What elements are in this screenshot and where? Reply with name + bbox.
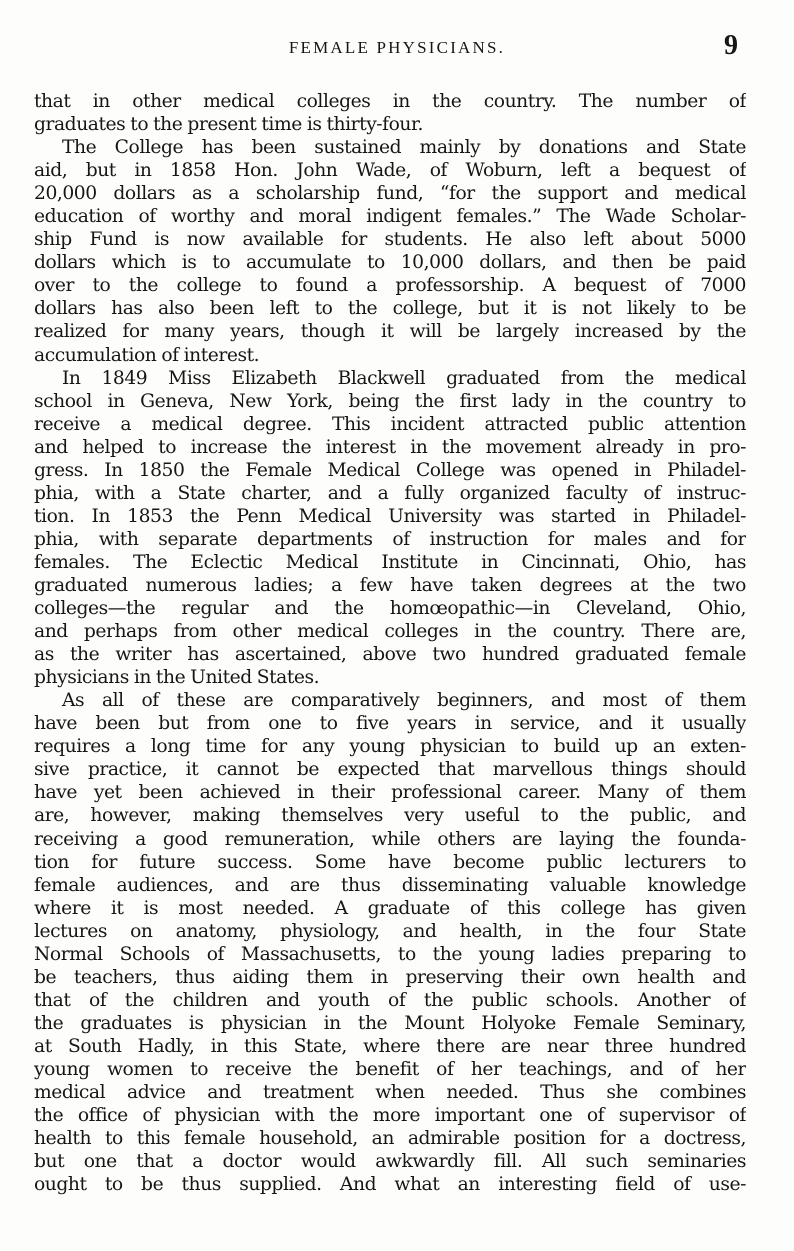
text-line: receive a medical degree. This incident attracted public attention [34,413,746,435]
text-line: the office of physician with the more important one of supervisor of [34,1105,746,1127]
text-line: ought to be thus supplied. And what an interesting field of use- [34,1174,746,1196]
text-line: requires a long time for any young physician to build up an exten- [34,736,746,758]
text-line: dollars which is to accumulate to 10,000 dollars, and then be paid [34,252,746,274]
text-line: graduated numerous ladies; a few have taken degrees at the two [34,574,746,596]
text-line: realized for many years, though it will be largely increased by the [34,321,746,343]
text-line: The College has been sustained mainly by donations and State [62,137,746,159]
text-line: school in Geneva, New York, being the first lady in the country to [34,390,746,412]
text-line: where it is most needed. A graduate of this college has given [34,897,746,919]
running-title: FEMALE PHYSICIANS. [288,38,506,57]
text-line: medical advice and treatment when needed. Thus she combines [34,1082,746,1104]
text-line: colleges—the regular and the homœopathic—in Cleveland, Ohio, [34,598,746,620]
text-line: lectures on anatomy, physiology, and health, in the four State [34,920,746,942]
text-line: aid, but in 1858 Hon. John Wade, of Woburn, left a bequest of [34,160,746,182]
text-line: that of the children and youth of the public schools. Another of [34,989,746,1011]
body-text [34,90,746,1196]
text-line: physicians in the United States. [34,667,320,689]
text-line: and perhaps from other medical colleges in the country. There are, [34,621,746,643]
text-line: and helped to increase the interest in the movement already in pro- [34,436,746,458]
text-line: In 1849 Miss Elizabeth Blackwell graduated from the medical [62,367,746,389]
text-line: as the writer has ascertained, above two hundred graduated female [34,644,746,666]
text-line: education of worthy and moral indigent females.” The Wade Scholar- [34,206,746,228]
text-line: dollars has also been left to the college, but it is not likely to be [34,298,746,320]
text-line: accumulation of interest. [34,344,260,366]
text-line: be teachers, thus aiding them in preserving their own health and [34,966,746,988]
text-line: female audiences, and are thus disseminating valuable knowledge [34,874,746,896]
text-line: ship Fund is now available for students. He also left about 5000 [34,229,746,251]
text-line: phia, with separate departments of instruction for males and for [34,528,746,550]
text-line: 20,000 dollars as a scholarship fund, “for the support and medical [34,183,746,205]
text-line: over to the college to found a professorship. A bequest of 7000 [34,275,746,297]
text-line: the graduates is physician in the Mount Holyoke Female Seminary, [34,1012,746,1034]
text-line: but one that a doctor would awkwardly fill. All such seminaries [34,1151,746,1173]
page-number: 9 [724,30,738,61]
text-line: sive practice, it cannot be expected that marvellous things should [34,759,746,781]
text-line: have been but from one to five years in service, and it usually [34,713,746,735]
text-line: have yet been achieved in their professional career. Many of them [34,782,746,804]
text-line: tion. In 1853 the Penn Medical University was started in Philadel- [34,505,746,527]
text-line: phia, with a State charter, and a fully organized faculty of instruc- [34,482,746,504]
text-line: receiving a good remuneration, while others are laying the founda- [34,828,746,850]
text-line: As all of these are comparatively beginners, and most of them [62,690,746,712]
text-line: graduates to the present time is thirty-four. [34,114,423,136]
text-line: health to this female household, an admirable position for a doctress, [34,1128,746,1150]
text-line: at South Hadly, in this State, where there are near three hundred [34,1035,746,1057]
text-line: are, however, making themselves very useful to the public, and [34,805,746,827]
text-line: that in other medical colleges in the country. The number of [34,91,746,112]
text-line: tion for future success. Some have become public lecturers to [34,851,746,873]
text-line: young women to receive the benefit of her teachings, and of her [34,1058,746,1080]
text-line: gress. In 1850 the Female Medical College was opened in Philadel- [34,459,746,481]
text-line: females. The Eclectic Medical Institute in Cincinnati, Ohio, has [34,551,746,573]
text-line: Normal Schools of Massachusetts, to the young ladies preparing to [34,943,746,965]
